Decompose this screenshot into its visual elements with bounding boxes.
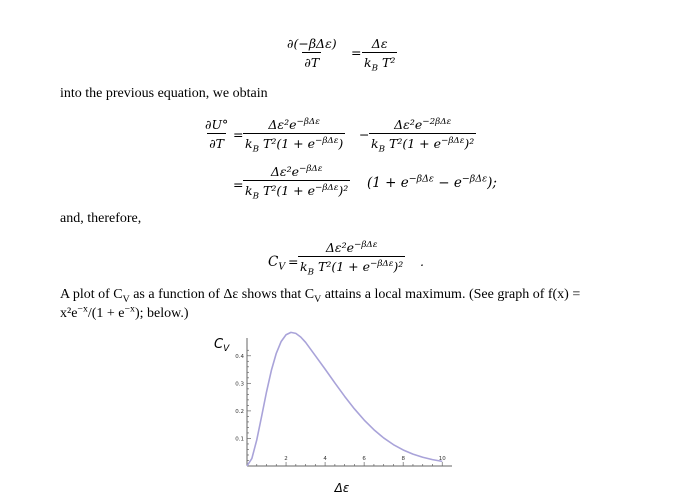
eq2-equals: = [233, 127, 244, 142]
eq4-num: $\Delta\varepsilon^2e^{-\beta\Delta\varepsilon}$ [325, 239, 378, 255]
eq2-lhs-den: ∂T [209, 136, 225, 151]
paragraph-line-2: $x^2e^{-x}/(1 + e^{-x})$; below.) [60, 303, 189, 321]
eq4-lhs: $C_V$ [268, 254, 286, 273]
cv-plot [200, 326, 470, 498]
paragraph-line-1: A plot of $C_V$ as a function of Δε shows that $C_V$ attains a local maximum. (See graph of f(x) = [60, 287, 581, 305]
eq3-equals: = [233, 177, 244, 192]
y-tick-label: 0.3 [235, 381, 244, 388]
eq3-fraction [243, 163, 350, 202]
cv-curve [247, 332, 442, 466]
eq4-den: $k_B$ $T^2(1 + e^{-\beta\Delta\varepsilon})^2$ [300, 258, 404, 278]
eq2-lhs-num: ∂U° [205, 117, 229, 132]
eq3-tail: $(1 + e^{-\beta\Delta\varepsilon} - e^{-\beta\Delta\varepsilon})$; [367, 173, 497, 191]
intro-text: into the previous equation, we obtain [60, 86, 268, 101]
eq4-equals: = [288, 254, 299, 269]
eq2-term1-fraction [243, 116, 345, 155]
y-tick-label: 0.2 [235, 408, 244, 415]
eq2-t2-den: $k_B$ $T^2(1 + e^{-\beta\Delta\varepsilon})^2$ [371, 135, 475, 155]
eq4-fraction [298, 239, 405, 278]
x-tick-label: 8 [401, 456, 405, 462]
eq3-num: $\Delta\varepsilon^2e^{-\beta\Delta\varepsilon}$ [270, 163, 323, 179]
eq2-minus: − [359, 127, 370, 142]
eq2-term2-fraction [369, 116, 476, 155]
eq2-t1-num: $\Delta\varepsilon^2e^{-\beta\Delta\varepsilon}$ [268, 116, 320, 132]
eq2-t2-num: $\Delta\varepsilon^2e^{-2\beta\Delta\varepsilon}$ [394, 116, 452, 132]
eq3-den: $k_B$ $T^2(1 + e^{-\beta\Delta\varepsilon})^2$ [245, 182, 349, 202]
eq1-equals: = [351, 45, 362, 60]
eq2-t1-den: $k_B$ $T^2(1 + e^{-\beta\Delta\varepsilon})$ [245, 135, 344, 155]
eq1-lhs-fraction [285, 36, 339, 70]
eq2-lhs-fraction [203, 117, 230, 151]
y-tick-label: 0.4 [235, 353, 244, 360]
eq1-lhs-num: ∂(−βΔε) [287, 36, 337, 51]
eq1-rhs-fraction [362, 36, 397, 74]
eq1-rhs-den: $k_B$ T² [364, 55, 396, 74]
y-axis-label: $C_V$ [214, 337, 230, 354]
y-tick-label: 0.1 [235, 436, 244, 443]
eq1-rhs-num: Δε [371, 36, 388, 51]
x-axis-label: Δε [334, 481, 350, 495]
x-tick-label: 2 [284, 456, 288, 462]
x-tick-label: 6 [362, 456, 366, 462]
eq1-lhs-den: ∂T [304, 55, 320, 70]
therefore-text: and, therefore, [60, 211, 142, 226]
eq4-dot: . [420, 254, 424, 269]
x-tick-label: 4 [323, 456, 327, 462]
x-tick-label: 10 [438, 456, 446, 462]
